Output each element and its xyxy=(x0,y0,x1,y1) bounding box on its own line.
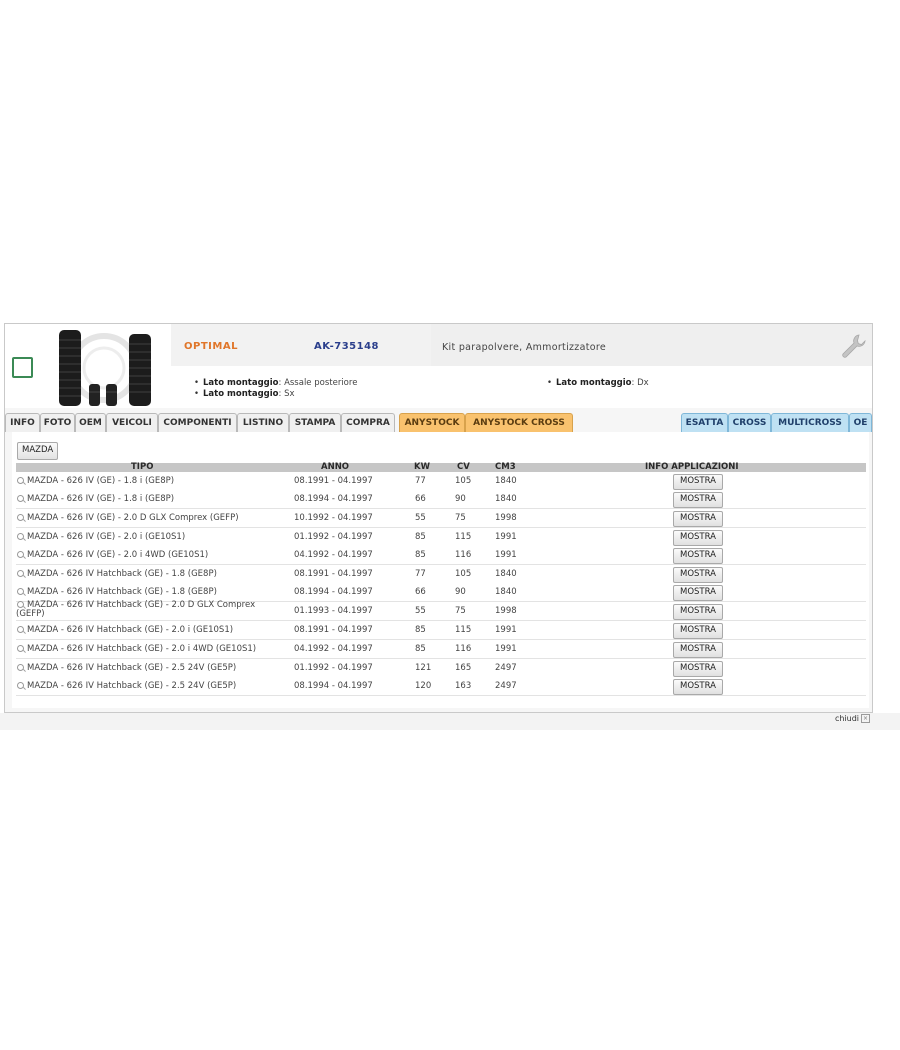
tab-listino[interactable]: LISTINO xyxy=(237,413,289,432)
mostra-button[interactable]: MOSTRA xyxy=(673,679,723,695)
cell-kw: 85 xyxy=(415,532,426,542)
mostra-button[interactable]: MOSTRA xyxy=(673,492,723,508)
magnifier-icon[interactable] xyxy=(17,664,24,671)
cell-cm3: 1991 xyxy=(495,532,517,542)
cell-tipo: MAZDA - 626 IV Hatchback (GE) - 1.8 (GE8P) xyxy=(16,569,286,579)
cell-cv: 115 xyxy=(455,532,472,542)
table-row xyxy=(16,640,866,659)
magnifier-icon[interactable] xyxy=(17,645,24,652)
cell-cv: 90 xyxy=(455,494,466,504)
mostra-button[interactable]: MOSTRA xyxy=(673,530,723,546)
product-image xyxy=(49,328,159,408)
tab-anystock-cross[interactable]: ANYSTOCK CROSS xyxy=(465,413,573,432)
magnifier-icon[interactable] xyxy=(17,570,24,577)
cell-cv: 105 xyxy=(455,569,472,579)
cell-cm3: 1840 xyxy=(495,587,517,597)
cell-anno: 01.1993 - 04.1997 xyxy=(294,606,373,616)
col-cv: CV xyxy=(457,462,470,472)
table-row xyxy=(16,602,866,621)
magnifier-icon[interactable] xyxy=(17,514,24,521)
product-description: Kit parapolvere, Ammortizzatore xyxy=(442,342,606,353)
cell-cv: 116 xyxy=(455,550,472,560)
cell-kw: 85 xyxy=(415,550,426,560)
product-code: AK-735148 xyxy=(314,341,380,352)
magnifier-icon[interactable] xyxy=(17,477,24,484)
attribute-2: • Lato montaggio: Sx xyxy=(194,389,295,399)
cell-kw: 77 xyxy=(415,569,426,579)
magnifier-icon[interactable] xyxy=(17,551,24,558)
tab-multicross[interactable]: MULTICROSS xyxy=(771,413,849,432)
close-icon[interactable]: × xyxy=(862,715,869,722)
product-brand: OPTIMAL xyxy=(184,341,238,352)
cell-kw: 55 xyxy=(415,513,426,523)
cell-cv: 163 xyxy=(455,681,472,691)
cell-cm3: 1991 xyxy=(495,644,517,654)
cell-kw: 66 xyxy=(415,494,426,504)
table-header xyxy=(16,463,866,472)
cell-tipo: MAZDA - 626 IV Hatchback (GE) - 2.0 i (GE10S1) xyxy=(16,625,286,635)
mostra-button[interactable]: MOSTRA xyxy=(673,604,723,620)
cell-cv: 75 xyxy=(455,513,466,523)
cell-cv: 165 xyxy=(455,663,472,673)
tab-anystock[interactable]: ANYSTOCK xyxy=(399,413,465,432)
cell-anno: 01.1992 - 04.1997 xyxy=(294,532,373,542)
select-checkbox[interactable] xyxy=(12,357,33,378)
tab-oe[interactable]: OE xyxy=(849,413,872,432)
mostra-button[interactable]: MOSTRA xyxy=(673,585,723,601)
cell-anno: 08.1991 - 04.1997 xyxy=(294,625,373,635)
table-row xyxy=(16,621,866,640)
mostra-button[interactable]: MOSTRA xyxy=(673,642,723,658)
cell-cm3: 1998 xyxy=(495,513,517,523)
cell-tipo: MAZDA - 626 IV (GE) - 2.0 i (GE10S1) xyxy=(16,532,286,542)
cell-tipo: MAZDA - 626 IV Hatchback (GE) - 1.8 (GE8P) xyxy=(16,587,286,597)
tab-componenti[interactable]: COMPONENTI xyxy=(158,413,237,432)
magnifier-icon[interactable] xyxy=(17,601,24,608)
tab-info[interactable]: INFO xyxy=(5,413,40,432)
table-row xyxy=(16,659,866,678)
table-row xyxy=(16,546,866,565)
cell-kw: 120 xyxy=(415,681,432,691)
magnifier-icon[interactable] xyxy=(17,495,24,502)
cell-cv: 75 xyxy=(455,606,466,616)
applications-content xyxy=(12,432,869,708)
cell-cv: 90 xyxy=(455,587,466,597)
cell-tipo: MAZDA - 626 IV (GE) - 1.8 i (GE8P) xyxy=(16,476,286,486)
col-cm3: CM3 xyxy=(495,462,516,472)
tab-oem[interactable]: OEM xyxy=(75,413,106,432)
mostra-button[interactable]: MOSTRA xyxy=(673,567,723,583)
cell-cm3: 2497 xyxy=(495,663,517,673)
close-link[interactable]: chiudi × xyxy=(834,714,869,723)
table-row xyxy=(16,677,866,696)
cell-kw: 85 xyxy=(415,625,426,635)
magnifier-icon[interactable] xyxy=(17,533,24,540)
tab-cross[interactable]: CROSS xyxy=(728,413,771,432)
cell-anno: 08.1994 - 04.1997 xyxy=(294,587,373,597)
tab-foto[interactable]: FOTO xyxy=(40,413,75,432)
col-kw: KW xyxy=(414,462,430,472)
cell-tipo: MAZDA - 626 IV (GE) - 2.0 D GLX Comprex (GEFP) xyxy=(16,513,286,523)
cell-cv: 115 xyxy=(455,625,472,635)
cell-anno: 10.1992 - 04.1997 xyxy=(294,513,373,523)
cell-anno: 04.1992 - 04.1997 xyxy=(294,550,373,560)
table-row xyxy=(16,565,866,584)
cell-cv: 105 xyxy=(455,476,472,486)
cell-kw: 55 xyxy=(415,606,426,616)
wrench-icon[interactable] xyxy=(839,332,867,360)
tab-bar xyxy=(5,413,872,432)
cell-tipo: MAZDA - 626 IV (GE) - 1.8 i (GE8P) xyxy=(16,494,286,504)
tab-esatta[interactable]: ESATTA xyxy=(681,413,728,432)
tab-compra[interactable]: COMPRA xyxy=(341,413,395,432)
mostra-button[interactable]: MOSTRA xyxy=(673,474,723,490)
mostra-button[interactable]: MOSTRA xyxy=(673,661,723,677)
tab-veicoli[interactable]: VEICOLI xyxy=(106,413,158,432)
col-anno: ANNO xyxy=(321,462,350,472)
cell-anno: 04.1992 - 04.1997 xyxy=(294,644,373,654)
cell-cm3: 1991 xyxy=(495,625,517,635)
tab-stampa[interactable]: STAMPA xyxy=(289,413,341,432)
mostra-button[interactable]: MOSTRA xyxy=(673,511,723,527)
table-row xyxy=(16,490,866,509)
cell-tipo: MAZDA - 626 IV Hatchback (GE) - 2.5 24V (GE5P) xyxy=(16,663,286,673)
cell-anno: 08.1994 - 04.1997 xyxy=(294,681,373,691)
cell-anno: 08.1991 - 04.1997 xyxy=(294,476,373,486)
cell-cm3: 1991 xyxy=(495,550,517,560)
cell-anno: 08.1991 - 04.1997 xyxy=(294,569,373,579)
col-info-applicazioni: INFO APPLICAZIONI xyxy=(645,462,739,472)
cell-cv: 116 xyxy=(455,644,472,654)
cell-anno: 08.1994 - 04.1997 xyxy=(294,494,373,504)
cell-kw: 121 xyxy=(415,663,432,673)
cell-cm3: 1840 xyxy=(495,476,517,486)
cell-anno: 01.1992 - 04.1997 xyxy=(294,663,373,673)
mostra-button[interactable]: MOSTRA xyxy=(673,623,723,639)
cell-cm3: 1998 xyxy=(495,606,517,616)
cell-kw: 77 xyxy=(415,476,426,486)
cell-tipo: MAZDA - 626 IV Hatchback (GE) - 2.0 i 4WD (GE10S1) xyxy=(16,644,286,654)
table-row xyxy=(16,528,866,547)
cell-cm3: 1840 xyxy=(495,494,517,504)
cell-tipo: MAZDA - 626 IV (GE) - 2.0 i 4WD (GE10S1) xyxy=(16,550,286,560)
col-tipo: TIPO xyxy=(131,462,154,472)
product-panel xyxy=(4,323,873,713)
cell-tipo: MAZDA - 626 IV Hatchback (GE) - 2.5 24V (GE5P) xyxy=(16,681,286,691)
footer-band xyxy=(0,713,900,730)
mostra-button[interactable]: MOSTRA xyxy=(673,548,723,564)
magnifier-icon[interactable] xyxy=(17,682,24,689)
cell-cm3: 2497 xyxy=(495,681,517,691)
cell-kw: 85 xyxy=(415,644,426,654)
cell-cm3: 1840 xyxy=(495,569,517,579)
product-header xyxy=(5,324,872,408)
magnifier-icon[interactable] xyxy=(17,588,24,595)
cell-kw: 66 xyxy=(415,587,426,597)
magnifier-icon[interactable] xyxy=(17,626,24,633)
table-row xyxy=(16,472,866,491)
attribute-3: • Lato montaggio: Dx xyxy=(547,378,649,388)
filter-mazda-button[interactable]: MAZDA xyxy=(17,442,58,460)
cell-tipo: MAZDA - 626 IV Hatchback (GE) - 2.0 D GLX Comprex (GEFP) xyxy=(16,600,256,619)
attribute-1: • Lato montaggio: Assale posteriore xyxy=(194,378,357,388)
table-row xyxy=(16,509,866,528)
